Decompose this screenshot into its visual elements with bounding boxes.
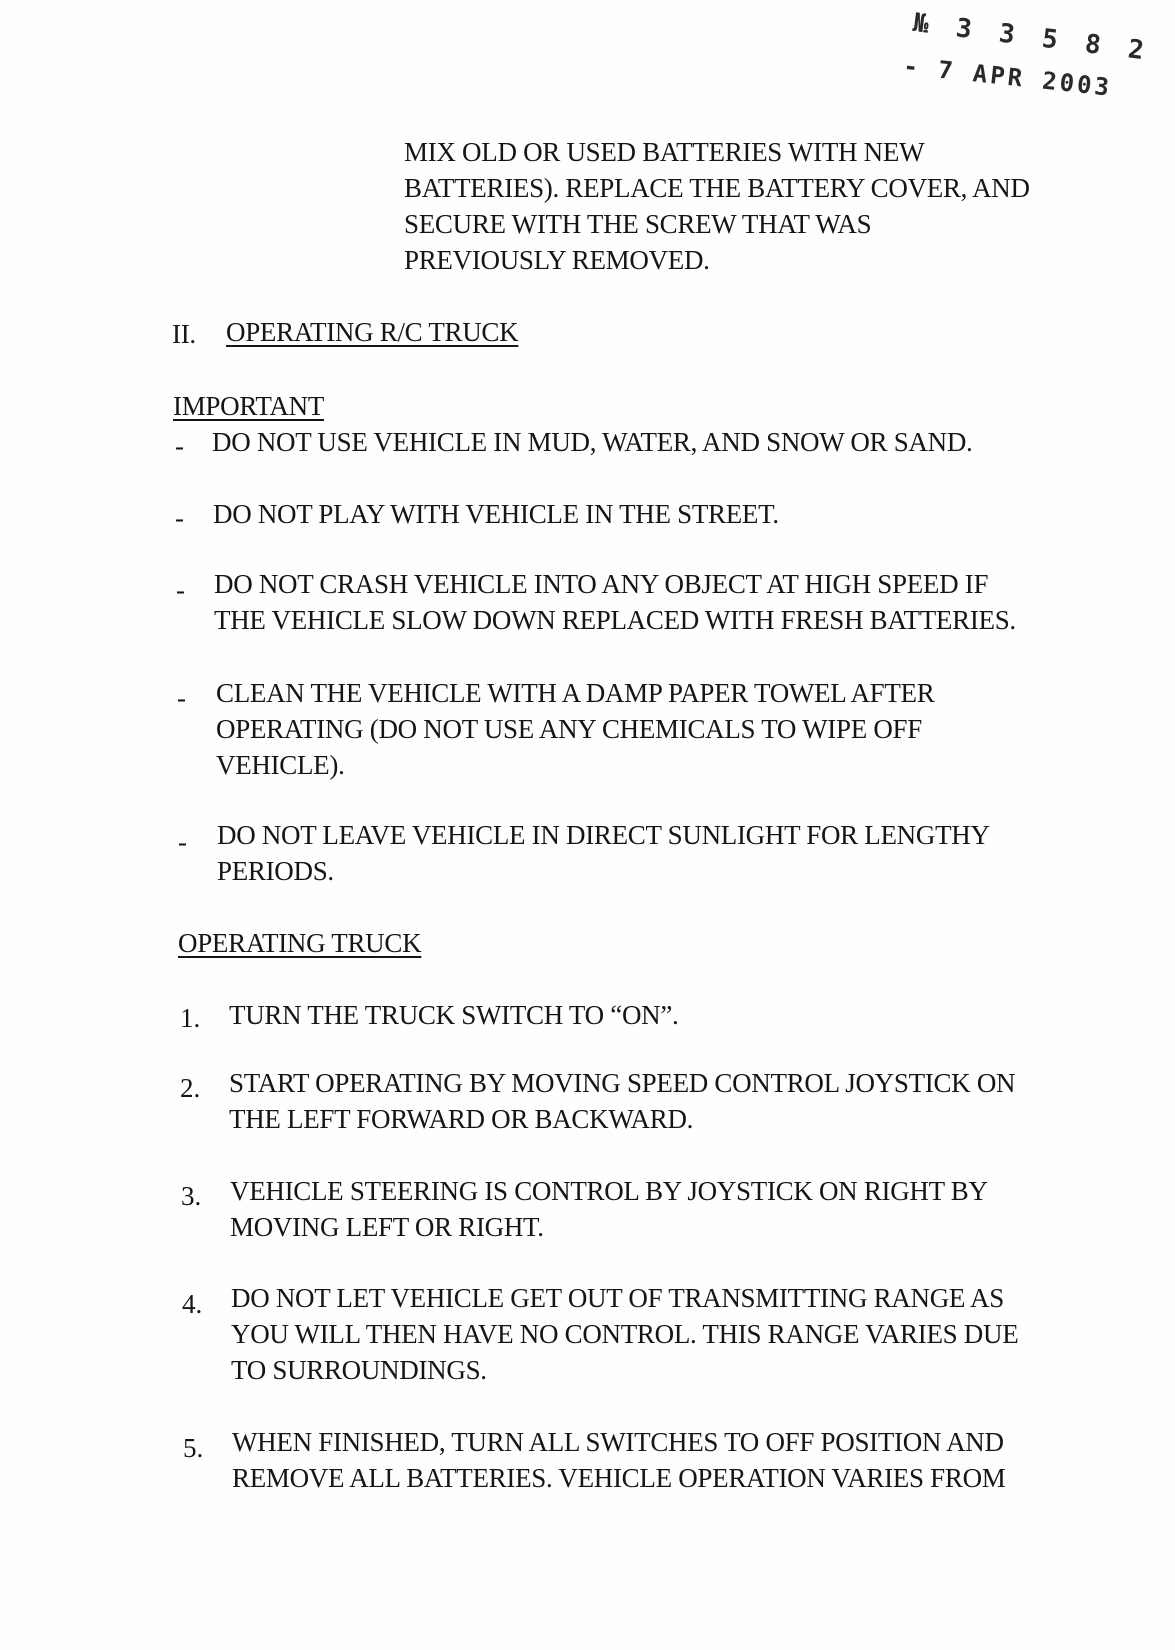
step-number: 3. <box>181 1181 202 1211</box>
stamp-number: № 3 3 5 8 2 <box>911 8 1152 67</box>
step-number: 1. <box>180 1003 201 1033</box>
bullet-dash: - <box>176 575 185 605</box>
bullet-dash: - <box>177 683 186 713</box>
section-number: II. <box>172 319 196 349</box>
important-heading: IMPORTANT <box>173 391 325 421</box>
intro-line: SECURE WITH THE SCREW THAT WAS <box>404 209 872 239</box>
important-item <box>214 566 1016 638</box>
important-item-line: DO NOT PLAY WITH VEHICLE IN THE STREET. <box>213 499 779 529</box>
step-number: 2. <box>180 1073 201 1103</box>
operating-heading: OPERATING TRUCK <box>178 928 422 958</box>
important-item <box>216 675 934 783</box>
step-line: DO NOT LET VEHICLE GET OUT OF TRANSMITTING RANGE AS <box>231 1283 1004 1313</box>
step-number: 4. <box>182 1289 203 1319</box>
step-item <box>231 1280 1018 1388</box>
section-title: OPERATING R/C TRUCK <box>226 317 519 347</box>
important-item-line: CLEAN THE VEHICLE WITH A DAMP PAPER TOWEL AFTER <box>216 678 935 708</box>
important-item-line: VEHICLE). <box>216 750 345 780</box>
important-item-line: PERIODS. <box>217 856 334 886</box>
important-item-line: DO NOT USE VEHICLE IN MUD, WATER, AND SNOW OR SAND. <box>212 427 973 457</box>
step-line: TO SURROUNDINGS. <box>231 1355 487 1385</box>
important-item-line: DO NOT CRASH VEHICLE INTO ANY OBJECT AT HIGH SPEED IF <box>214 569 989 599</box>
important-item-line: THE VEHICLE SLOW DOWN REPLACED WITH FRESH BATTERIES. <box>214 605 1016 635</box>
step-line: START OPERATING BY MOVING SPEED CONTROL JOYSTICK ON <box>229 1068 1016 1098</box>
step-item <box>232 1424 1006 1496</box>
step-line: REMOVE ALL BATTERIES. VEHICLE OPERATION VARIES FROM <box>232 1463 1006 1493</box>
step-line: WHEN FINISHED, TURN ALL SWITCHES TO OFF POSITION AND <box>232 1427 1004 1457</box>
step-line: VEHICLE STEERING IS CONTROL BY JOYSTICK ON RIGHT BY <box>230 1176 988 1206</box>
important-item <box>217 817 990 889</box>
intro-line: BATTERIES). REPLACE THE BATTERY COVER, AND <box>404 173 1030 203</box>
important-item <box>213 496 779 532</box>
intro-line: MIX OLD OR USED BATTERIES WITH NEW <box>404 137 925 167</box>
important-item-line: DO NOT LEAVE VEHICLE IN DIRECT SUNLIGHT FOR LENGTHY <box>217 820 990 850</box>
step-line: YOU WILL THEN HAVE NO CONTROL. THIS RANGE VARIES DUE <box>231 1319 1019 1349</box>
bullet-dash: - <box>178 827 187 857</box>
bullet-dash: - <box>175 503 184 533</box>
step-item <box>230 1173 988 1245</box>
intro-paragraph <box>404 134 1104 278</box>
step-line: MOVING LEFT OR RIGHT. <box>230 1212 544 1242</box>
step-number: 5. <box>183 1433 204 1463</box>
step-item <box>229 1065 1015 1137</box>
important-item <box>212 424 972 460</box>
step-item <box>229 997 679 1033</box>
intro-line: PREVIOUSLY REMOVED. <box>404 245 710 275</box>
important-item-line: OPERATING (DO NOT USE ANY CHEMICALS TO WIPE OFF <box>216 714 922 744</box>
bullet-dash: - <box>175 431 184 461</box>
step-line: THE LEFT FORWARD OR BACKWARD. <box>229 1104 694 1134</box>
step-line: TURN THE TRUCK SWITCH TO “ON”. <box>229 1000 679 1030</box>
stamp-date: - 7 APR 2003 <box>902 52 1114 102</box>
